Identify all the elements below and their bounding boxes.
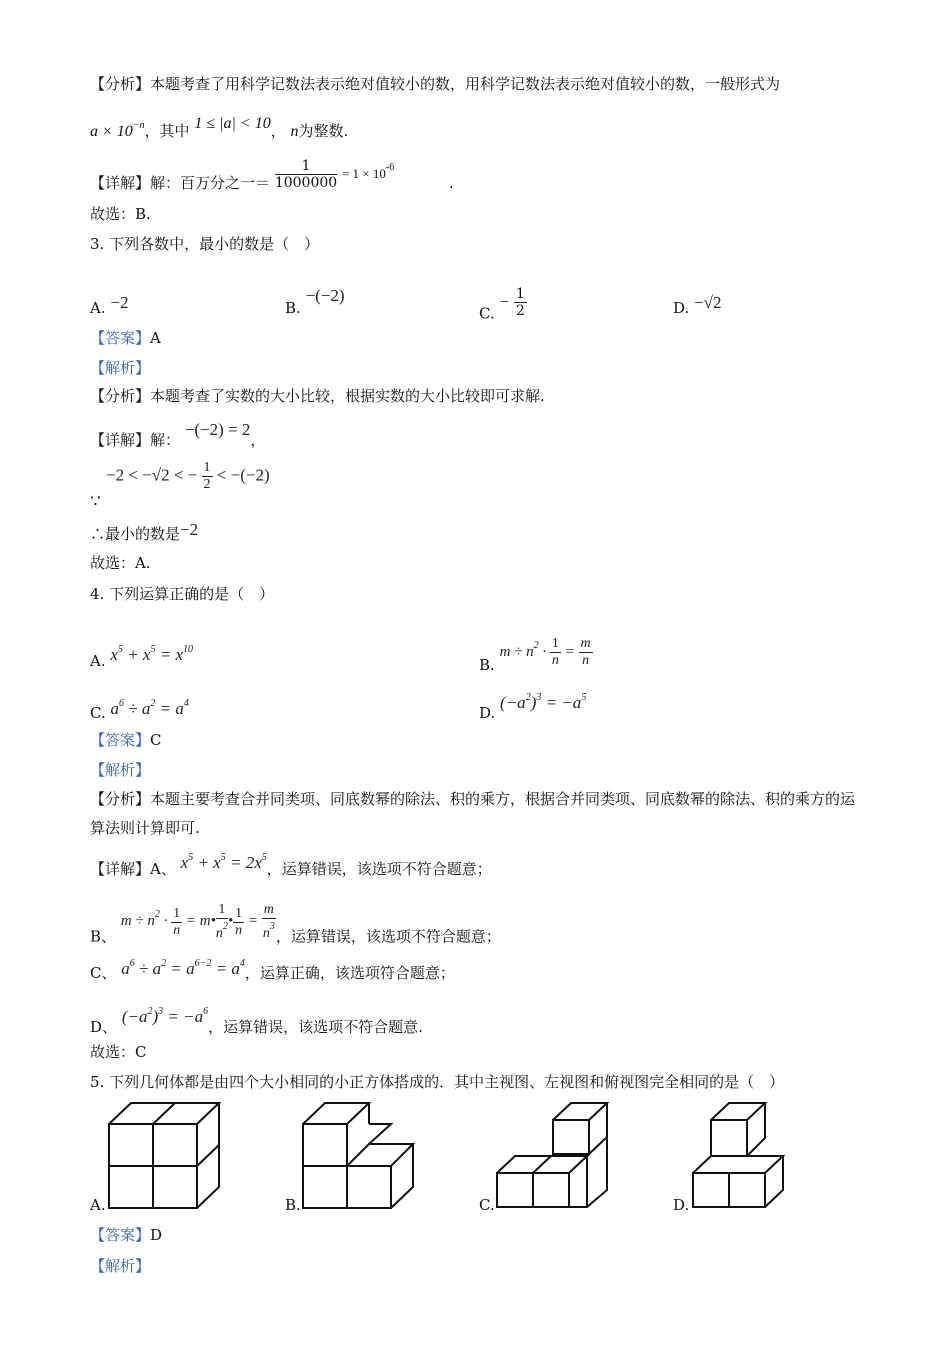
option-letter: D. xyxy=(479,704,496,722)
q4-jiexi-label: 【解析】 xyxy=(90,761,151,779)
denominator: 2 xyxy=(203,477,211,492)
var-n: n xyxy=(290,123,299,140)
detail-text: 解： xyxy=(150,431,181,449)
option-letter: B. xyxy=(479,655,495,674)
therefore-text: ∴最小的数是 xyxy=(90,525,181,543)
option-letter: C. xyxy=(479,304,495,323)
numerator: 1 xyxy=(203,460,211,475)
answer-value: C xyxy=(150,731,162,749)
ineq-left: −2 < −√2 < − xyxy=(106,465,198,485)
period: . xyxy=(449,174,454,192)
q3-stem: 3. 下列各数中，最小的数是（ ） xyxy=(90,235,320,253)
q4-option-c[interactable] xyxy=(90,698,189,723)
analysis-label: 【分析】 xyxy=(90,387,151,405)
answer-label: 【答案】 xyxy=(90,329,151,347)
detail-expr: $x^5 + x^5 = 2x^5$ xyxy=(180,852,267,872)
detail-expr: $m \div n^2$ · $\frac{1}{n}$ = m• $\frac{1}{n^2}$ • $\frac{1}{n}$ = $\frac{m}{n^3}$ xyxy=(120,902,275,941)
option-expr: −2 xyxy=(110,293,129,312)
option-expr: $x^5 + x^5 = x^{10}$ xyxy=(110,644,193,664)
q4-detail-b xyxy=(90,902,501,958)
q2-detail-line xyxy=(90,158,454,204)
detail-expr: $a^6 \div a^2 = a^{6-2} = a^4$ xyxy=(121,958,245,978)
q3-option-c[interactable] xyxy=(479,286,527,331)
q4-stem: 4. 下列运算正确的是（ ） xyxy=(90,585,275,603)
detail-expr: $(-a^2)^3 = -a^6$ xyxy=(121,1006,209,1026)
q5-option-a[interactable] xyxy=(90,1196,106,1214)
option-letter: D. xyxy=(673,299,690,317)
detail-text: ，运算错误，该选项不符合题意； xyxy=(266,860,492,878)
detail-text: 解：百万分之一＝ xyxy=(150,174,271,192)
q4-option-b[interactable] xyxy=(479,636,593,683)
q3-because: ∵ xyxy=(90,492,101,512)
analysis-label: 【分析】 xyxy=(90,790,151,808)
option-letter: C. xyxy=(479,1196,495,1214)
q3-jiexi-label: 【解析】 xyxy=(90,359,151,377)
answer-label: 【答案】 xyxy=(90,1226,151,1244)
q4-analysis xyxy=(90,785,865,843)
denominator: 2 xyxy=(515,303,525,319)
ineq-fraction xyxy=(202,460,213,493)
text: 为整数. xyxy=(298,122,349,140)
option-letter: A. xyxy=(90,1196,106,1214)
detail-text: ，运算错误，该选项不符合题意； xyxy=(275,927,501,946)
q4-option-d[interactable] xyxy=(479,692,587,723)
q5-answer xyxy=(90,1225,162,1245)
detail-prefix: A、 xyxy=(150,860,176,878)
option-expr: $a^6 \div a^2 = a^4$ xyxy=(110,698,189,718)
answer-value: A xyxy=(150,329,161,347)
q3-therefore xyxy=(90,520,199,544)
detail-label: 【详解】 xyxy=(90,860,151,878)
option-expr-sign: − xyxy=(499,291,510,311)
q4-answer xyxy=(90,730,162,750)
detail-prefix: D、 xyxy=(90,1018,118,1036)
option-expr: $(-a^2)^3 = -a^5$ xyxy=(500,692,587,712)
result xyxy=(341,162,395,181)
q5-jiexi-label: 【解析】 xyxy=(90,1257,151,1275)
detail-prefix: B、 xyxy=(90,927,117,946)
q4-detail-c xyxy=(90,958,455,983)
q3-analysis xyxy=(90,386,545,406)
text: ，其中 xyxy=(144,122,190,140)
q2-analysis-line2 xyxy=(90,116,348,142)
sci-notation-form: $a \times 10^{-n}$ xyxy=(90,120,145,140)
detail-expr: −(−2) = 2 xyxy=(184,420,251,439)
detail-label: 【详解】 xyxy=(90,431,151,449)
comma: ， xyxy=(250,431,266,449)
q5-stem: 5. 下列几何体都是由四个大小相同的小正方体搭成的．其中主视图、左视图和俯视图完全相同的是（ ） xyxy=(90,1073,785,1091)
option-letter: B. xyxy=(285,1196,301,1214)
option-letter: C. xyxy=(90,704,106,722)
q3-option-b[interactable] xyxy=(285,286,345,318)
q3-detail xyxy=(90,420,266,450)
q4-choice: 故选：C xyxy=(90,1043,147,1061)
q5-figure-a xyxy=(106,1100,226,1212)
analysis-text: 本题考查了实数的大小比较，根据实数的大小比较即可求解. xyxy=(150,387,545,405)
comma: ， xyxy=(270,122,286,140)
detail-prefix: C、 xyxy=(90,964,117,982)
q2-choice: 故选：B. xyxy=(90,205,151,223)
option-letter: B. xyxy=(285,299,301,317)
fraction xyxy=(275,158,337,191)
q3-option-a[interactable] xyxy=(90,293,129,318)
answer-value: D xyxy=(150,1226,163,1244)
q5-figure-b xyxy=(300,1100,416,1212)
numerator: 1 xyxy=(515,286,525,302)
result-exp: -6 xyxy=(385,162,395,173)
abs-condition: 1 ≤ |a| < 10 xyxy=(194,115,271,132)
q4-option-a[interactable] xyxy=(90,644,193,671)
q5-option-b[interactable] xyxy=(285,1196,301,1214)
option-expr: $m \div n^2$ · $\frac{1}{n}$ = $\frac{m}{n}$ xyxy=(499,636,591,668)
option-expr: −√2 xyxy=(694,293,722,312)
ineq-right: < −(−2) xyxy=(216,465,270,485)
q5-figure-d xyxy=(690,1100,790,1212)
therefore-expr: −2 xyxy=(180,520,199,539)
option-letter: D. xyxy=(673,1196,690,1214)
q3-inequality xyxy=(106,460,270,493)
option-fraction xyxy=(514,286,527,319)
analysis-text: 本题考查了用科学记数法表示绝对值较小的数，用科学记数法表示绝对值较小的数，一般形式为 xyxy=(150,75,781,93)
q5-option-c[interactable] xyxy=(479,1196,495,1214)
q4-detail-d xyxy=(90,1006,423,1037)
option-expr: −(−2) xyxy=(305,286,345,305)
denominator: 1000000 xyxy=(274,174,338,191)
answer-label: 【答案】 xyxy=(90,731,151,749)
detail-text: ，运算正确，该选项符合题意； xyxy=(244,964,455,982)
q3-choice: 故选：A. xyxy=(90,554,151,572)
numerator: 1 xyxy=(275,158,337,175)
result-base: = 1 × 10 xyxy=(341,166,386,181)
option-letter: A. xyxy=(90,652,106,670)
analysis-text: 本题主要考查合并同类项、同底数幂的除法、积的乘方，根据合并同类项、同底数幂的除法、积的乘方的运算法则计算即可. xyxy=(90,790,856,837)
q3-answer xyxy=(90,328,161,348)
q2-analysis-line xyxy=(90,74,780,94)
option-letter: A. xyxy=(90,299,106,317)
analysis-label: 【分析】 xyxy=(90,75,151,93)
detail-label: 【详解】 xyxy=(90,174,151,192)
q5-figure-c xyxy=(494,1100,612,1212)
detail-text: ，运算错误，该选项不符合题意. xyxy=(208,1018,423,1036)
q3-option-d[interactable] xyxy=(673,293,722,318)
q5-option-d[interactable] xyxy=(673,1196,689,1214)
q4-detail-a xyxy=(90,854,492,879)
